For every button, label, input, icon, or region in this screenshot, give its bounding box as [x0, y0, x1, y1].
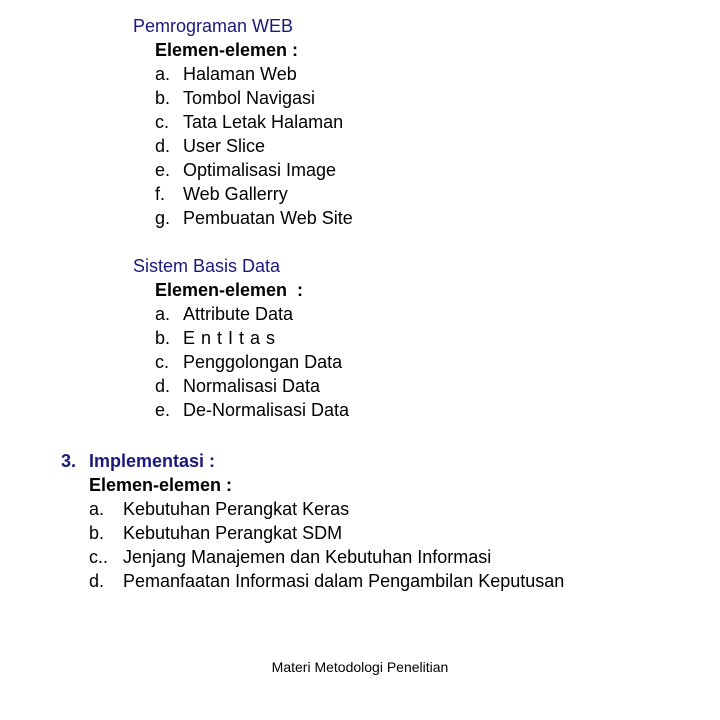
- section-impl-marker-b: b.: [89, 523, 105, 543]
- section-db-marker-b: b.: [155, 328, 171, 348]
- section-impl-title: Implementasi :: [89, 451, 216, 471]
- section-db-marker-d: d.: [155, 376, 171, 396]
- section-web-marker-g: g.: [155, 208, 171, 228]
- section-web-item-d: User Slice: [183, 136, 266, 156]
- section-db-item-e: De-Normalisasi Data: [183, 400, 350, 420]
- section-impl-subtitle: Elemen-elemen :: [89, 475, 233, 495]
- section-db-item-c: Penggolongan Data: [183, 352, 343, 372]
- section-web-title: Pemrograman WEB: [133, 16, 294, 36]
- section-impl-item-c: Jenjang Manajemen dan Kebutuhan Informasi: [123, 547, 492, 567]
- section-db-marker-c: c.: [155, 352, 170, 372]
- section-db-title: Sistem Basis Data: [133, 256, 281, 276]
- section-web-item-b: Tombol Navigasi: [183, 88, 316, 108]
- section-web-item-c: Tata Letak Halaman: [183, 112, 344, 132]
- section-web-item-a: Halaman Web: [183, 64, 297, 84]
- section-web-marker-e: e.: [155, 160, 171, 180]
- section-impl-marker-c: c..: [89, 547, 109, 567]
- section-db-item-a: Attribute Data: [183, 304, 294, 324]
- section-impl-marker-d: d.: [89, 571, 105, 591]
- section-db-marker-e: e.: [155, 400, 171, 420]
- section-web-item-e: Optimalisasi Image: [183, 160, 337, 180]
- section-web-marker-d: d.: [155, 136, 171, 156]
- section-web-marker-f: f.: [155, 184, 166, 204]
- section-web-item-g: Pembuatan Web Site: [183, 208, 353, 228]
- section-web-marker-c: c.: [155, 112, 170, 132]
- section-web-marker-b: b.: [155, 88, 171, 108]
- slide-footer: Materi Metodologi Penelitian: [271, 659, 449, 675]
- section-impl-number: 3.: [61, 451, 77, 471]
- section-db-item-d: Normalisasi Data: [183, 376, 321, 396]
- section-impl-marker-a: a.: [89, 499, 105, 519]
- section-impl-item-b: Kebutuhan Perangkat SDM: [123, 523, 343, 543]
- section-db-subtitle: Elemen-elemen :: [155, 280, 304, 300]
- section-impl-item-a: Kebutuhan Perangkat Keras: [123, 499, 350, 519]
- section-web-marker-a: a.: [155, 64, 171, 84]
- section-impl-item-d: Pemanfaatan Informasi dalam Pengambilan Keputusan: [123, 571, 565, 591]
- section-web-subtitle: Elemen-elemen :: [155, 40, 299, 60]
- section-web-item-f: Web Gallerry: [183, 184, 288, 204]
- section-db-marker-a: a.: [155, 304, 171, 324]
- section-db-item-b: EntItas: [183, 328, 282, 348]
